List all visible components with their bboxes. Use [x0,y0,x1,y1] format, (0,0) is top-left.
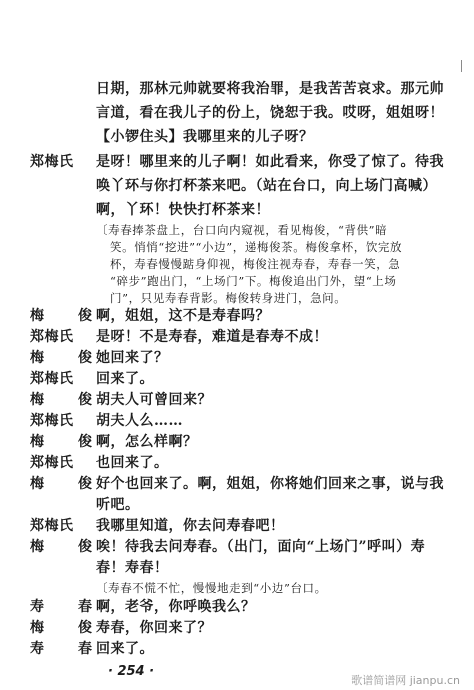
dialogue-line: 唉！待我去问寿春。（出门，面向“上场门”呼叫）寿 [96,539,426,555]
page-number: · 254 · [108,664,155,679]
dialogue-line: 唤丫环与你打杯茶来吧。（站在台口，向上场门高喊） [96,178,437,194]
margin-mark [461,60,462,72]
speaker-label: 梅 俊 [30,350,102,366]
dialogue-line: 好个也回来了。啊，姐姐，你将她们回来之事，说与我 [96,476,444,492]
stage-direction: 〔寿春不慌不忙，慢慢地走到“小边”台口。 [96,581,327,595]
dialogue-line: 言道，看在我儿子的份上，饶恕于我。哎呀，姐姐呀！ [96,105,444,121]
speaker-label: 梅 俊 [30,620,102,636]
speaker-label: 梅 俊 [30,434,102,450]
stage-direction: 笑。悄悄“挖进”“小边”，递梅俊茶。梅俊拿杯，饮完放 [110,240,403,254]
speaker-label: 梅 俊 [30,476,102,492]
speaker-label: 梅 俊 [30,392,102,408]
dialogue-line: 寿春，你回来了？ [96,620,212,636]
speaker-label: 郑梅氏 [30,154,74,170]
dialogue-line: 啊，姐姐，这不是寿春吗？ [96,308,270,324]
dialogue-line: 听吧。 [96,497,140,513]
dialogue-line: 啊，丫环！快快打杯茶来！ [96,202,270,218]
dialogue-line: 啊，老爷，你呼唤我么？ [96,599,256,615]
speaker-label: 郑梅氏 [30,371,74,387]
speaker-label: 郑梅氏 [30,518,74,534]
speaker-label: 寿 春 [30,641,102,657]
watermark: 歌谱简谱网 jianpu.cn [351,674,460,687]
dialogue-line: 是呀！哪里来的儿子啊！如此看来，你受了惊了。待我 [96,154,444,170]
dialogue-line: 日期，那林元帅就要将我治罪，是我苦苦哀求。那元帅 [96,81,444,97]
dialogue-line: 胡夫人可曾回来？ [96,392,212,408]
speaker-label: 梅 俊 [30,308,102,324]
dialogue-line: 也回来了。 [96,455,169,471]
dialogue-line: 是呀！不是寿春，难道是春寿不成！ [96,329,328,345]
speaker-label: 梅 俊 [30,539,102,555]
dialogue-line: 她回来了？ [96,350,169,366]
speaker-label: 寿 春 [30,599,102,615]
speaker-label: 郑梅氏 [30,413,74,429]
dialogue-line: 春！寿春！ [96,560,169,576]
stage-direction: 〔寿春捧茶盘上，台口向内窥视，看见梅俊，“背供”暗 [96,223,388,237]
dialogue-line: 回来了。 [96,371,154,387]
stage-direction: “碎步”跑出门，“上场门”下。梅俊追出门外，望“上场 [110,274,397,288]
stage-direction: 杯，寿春慢慢踮身仰视，梅俊注视寿春，寿春一笑，急 [110,257,401,271]
speaker-label: 郑梅氏 [30,329,74,345]
dialogue-line: 胡夫人么…… [96,413,183,429]
dialogue-line: 我哪里知道，你去问寿春吧！ [96,518,285,534]
dialogue-line: 啊，怎么样啊？ [96,434,198,450]
dialogue-line: 回来了。 [96,641,154,657]
speaker-label: 郑梅氏 [30,455,74,471]
stage-direction: 门”，只见寿春背影。梅俊转身进门，急问。 [110,291,347,305]
dialogue-line: 【小锣住头】我哪里来的儿子呀？ [96,129,314,145]
